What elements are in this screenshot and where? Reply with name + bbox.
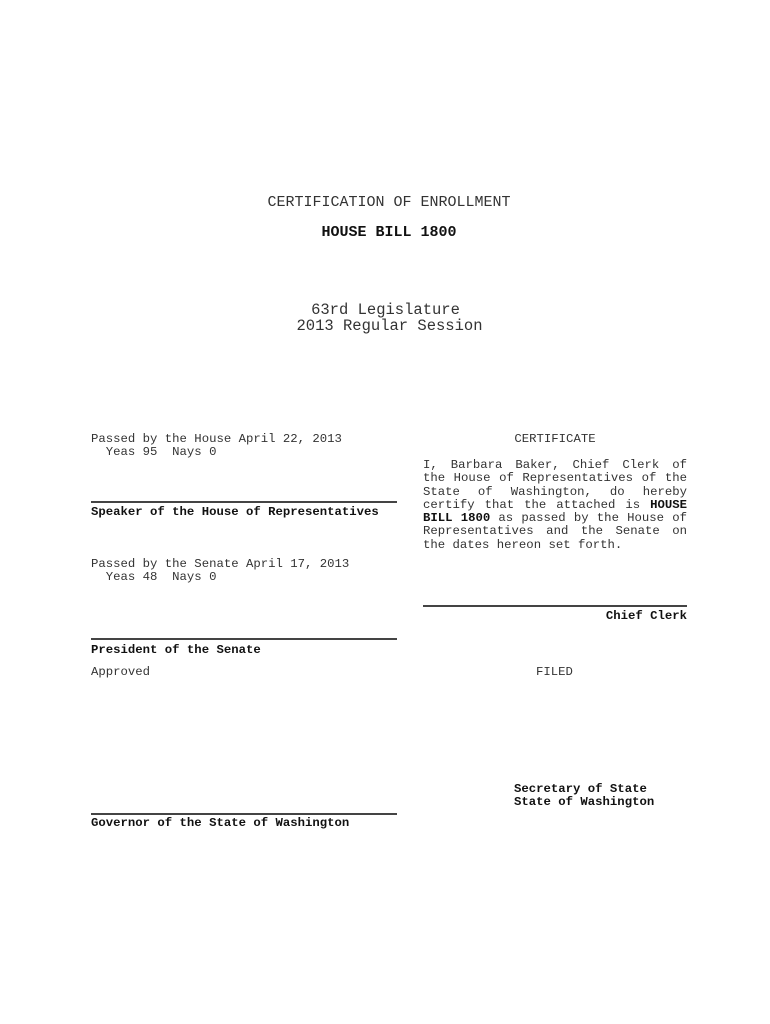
speaker-signature-line [91, 501, 397, 503]
bill-title: HOUSE BILL 1800 [321, 224, 457, 241]
legislature: 63rd Legislature [311, 301, 460, 319]
cert-line: I, Barbara Baker, Chief Clerk of [423, 458, 687, 472]
filed-label: FILED [536, 665, 573, 679]
cert-bill-ref: BILL 1800 [423, 511, 491, 526]
president-label: President of the Senate [91, 643, 261, 657]
certificate-text [423, 459, 687, 552]
secretary-label: Secretary of State [514, 782, 647, 796]
president-signature-line [91, 638, 397, 640]
state-label: State of Washington [514, 795, 655, 809]
cert-line: State of Washington, do hereby [423, 484, 687, 499]
house-passed: Passed by the House April 22, 2013 [91, 432, 342, 446]
cert-line: as passed by the House of [490, 511, 687, 526]
session: 2013 Regular Session [296, 317, 483, 335]
speaker-label: Speaker of the House of Representatives [91, 505, 379, 519]
cert-line: the dates hereon set forth. [423, 537, 623, 552]
senate-passed: Passed by the Senate April 17, 2013 [91, 557, 350, 571]
cert-bill-ref: HOUSE [650, 497, 687, 512]
house-votes: Yeas 95 Nays 0 [91, 445, 217, 459]
governor-label: Governor of the State of Washington [91, 816, 350, 830]
cert-line: certify that the attached is [423, 497, 651, 512]
governor-signature-line [91, 813, 397, 815]
approved-label: Approved [91, 665, 151, 679]
document-title: CERTIFICATION OF ENROLLMENT [267, 194, 511, 211]
cert-line: Representatives and the Senate on [423, 524, 687, 539]
chief-clerk-label: Chief Clerk [605, 609, 687, 623]
chief-clerk-signature-line [423, 605, 687, 607]
senate-votes: Yeas 48 Nays 0 [91, 570, 217, 584]
certificate-heading: CERTIFICATE [514, 432, 596, 446]
cert-line: the House of Representatives of the [423, 471, 687, 486]
